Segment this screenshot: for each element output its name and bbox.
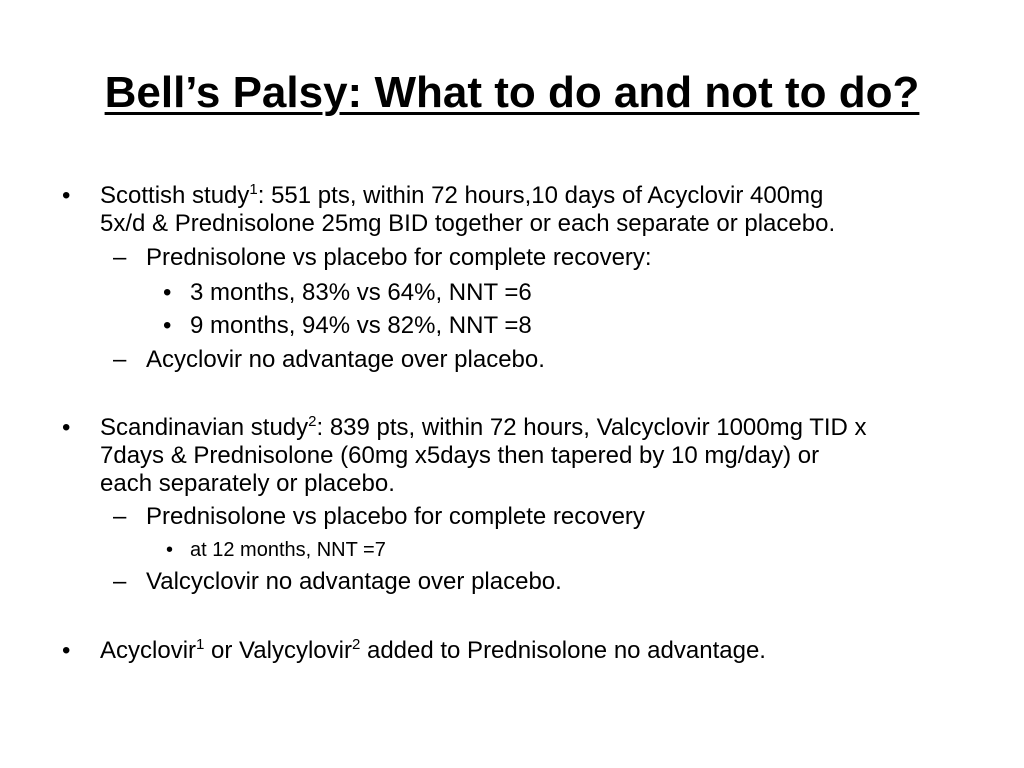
dash-marker: –: [113, 568, 127, 595]
bullet-scandinavian-study-line-1: [100, 413, 867, 443]
sub-sub-bullet-3-months: 3 months, 83% vs 64%, NNT =6: [190, 279, 532, 306]
text: added to Prednisolone no advantage.: [360, 637, 766, 664]
bullet-scandinavian-study-line-3: each separately or placebo.: [100, 470, 395, 497]
text: : 839 pts, within 72 hours, Valcyclovir 1000mg TID x: [316, 414, 867, 441]
bullet-scottish-study-line-2: 5x/d & Prednisolone 25mg BID together or each separate or placebo.: [100, 210, 836, 237]
text: Acyclovir: [100, 637, 197, 664]
sub-sub-bullet-12-months: at 12 months, NNT =7: [190, 539, 386, 561]
dash-marker: –: [113, 244, 127, 271]
sub-bullet-valcyclovir-no-advantage: Valcyclovir no advantage over placebo.: [146, 568, 562, 595]
footnote-ref: 1: [249, 181, 258, 198]
footnote-ref: 2: [351, 636, 361, 653]
footnote-ref: 1: [196, 636, 205, 653]
sub-bullet-prednisolone-vs-placebo: Prednisolone vs placebo for complete recovery:: [146, 244, 652, 271]
bullet-marker: •: [62, 182, 71, 209]
sub-bullet-prednisolone-vs-placebo-2: Prednisolone vs placebo for complete recovery: [146, 503, 645, 530]
bullet-scandinavian-study-line-2: 7days & Prednisolone (60mg x5days then tapered by 10 mg/day) or: [100, 442, 820, 469]
footnote-ref: 2: [308, 413, 317, 430]
text: : 551 pts, within 72 hours,10 days of Acyclovir 400mg: [257, 182, 824, 209]
text: Scandinavian study: [100, 414, 309, 441]
slide-title: Bell’s Palsy: What to do and not to do?: [104, 68, 920, 117]
sub-bullet-acyclovir-no-advantage: Acyclovir no advantage over placebo.: [146, 346, 545, 373]
bullet-marker: •: [62, 414, 71, 441]
bullet-marker: •: [163, 312, 172, 339]
bullet-marker: •: [62, 637, 71, 664]
dash-marker: –: [113, 346, 127, 373]
bullet-combination-no-advantage: [100, 636, 766, 666]
text: or Valycylovir: [204, 637, 352, 664]
sub-sub-bullet-9-months: 9 months, 94% vs 82%, NNT =8: [190, 312, 532, 339]
bullet-scottish-study-line-1: [100, 181, 823, 211]
dash-marker: –: [113, 503, 127, 530]
text: Scottish study: [100, 182, 250, 209]
bullet-marker: •: [166, 539, 174, 561]
bullet-marker: •: [163, 279, 172, 306]
